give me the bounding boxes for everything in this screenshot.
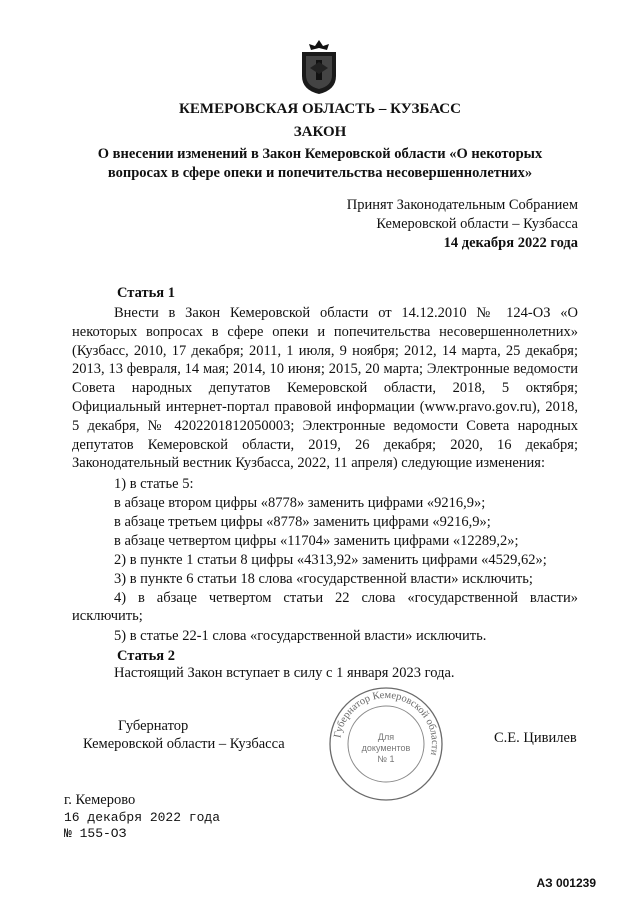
signing-date: 16 декабря 2022 года xyxy=(64,810,221,825)
svg-text:документов: документов xyxy=(361,743,411,753)
list-item: 3) в пункте 6 статьи 18 слова «государственной власти» исключить; xyxy=(114,571,533,587)
region-title: КЕМЕРОВСКАЯ ОБЛАСТЬ – КУЗБАСС xyxy=(179,101,461,117)
adoption-line: Кемеровской области – Кузбасса xyxy=(376,216,578,232)
adoption-line: Принят Законодательным Собранием xyxy=(346,197,578,213)
list-item: 2) в пункте 1 статьи 8 цифры «4313,92» заменить цифрами «4529,62»; xyxy=(114,552,547,568)
list-item: в абзаце третьем цифры «8778» заменить цифрами «9216,9»; xyxy=(114,514,491,530)
list-item: в абзаце четвертом цифры «11704» заменить цифрами «12289,2»; xyxy=(114,533,519,549)
serial-number: АЗ 001239 xyxy=(536,876,596,890)
list-item: 4) в абзаце четвертом статьи 22 слова «государственной власти» исключить; xyxy=(72,590,578,624)
law-subtitle xyxy=(70,145,570,183)
document-type: ЗАКОН xyxy=(293,124,347,140)
city: г. Кемерово xyxy=(64,792,136,808)
subtitle-line: О внесении изменений в Закон Кемеровской области «О некоторых xyxy=(97,146,543,162)
subtitle-line: вопросах в сфере опеки и попечительства несовершеннолетних» xyxy=(107,165,533,181)
list-item: 5) в статье 22-1 слова «государственной власти» исключить. xyxy=(114,628,487,644)
article-2-text: Настоящий Закон вступает в силу с 1 января 2023 года. xyxy=(114,665,455,681)
law-number: № 155-ОЗ xyxy=(64,826,127,841)
svg-text:Для: Для xyxy=(377,732,395,742)
svg-text:№ 1: № 1 xyxy=(377,754,395,764)
article-2-title: Статья 2 xyxy=(117,648,175,664)
governor-title: Губернатор xyxy=(118,718,189,734)
svg-text:Губернатор Кемеровской области: Губернатор Кемеровской области xyxy=(332,689,441,757)
article-1-title: Статья 1 xyxy=(117,285,175,301)
official-seal xyxy=(326,684,446,804)
list-item: 1) в статье 5: xyxy=(114,476,194,492)
coat-of-arms-icon xyxy=(296,38,342,96)
article-1-intro: Внести в Закон Кемеровской области от 14.12.2010 № 124-ОЗ «О некоторых вопросах в сфере опеки и попечительства несовершеннолетних» (Кузбасс, 2010, 17 декабря; 2011, 1 июля, 9 ноября; 2012, 14 марта, 25 декабря; 2013, 13 февраля, 14 мая; 2014, 10 июня; 2015, 20 марта; Электронные ведомости Совета народных депутатов Кемеровской области, 2018, 5 октября; Официальный интернет-портал правовой информации (www.pravo.gov.ru), 2018, 5 декабря, № 4202201812050003; Электронные ведомости Совета народных депутатов Кемеровской области, 2019, 26 декабря; 2020, 16 декабря; Законодательный вестник Кузбасса, 2022, 11 апреля) следующие изменения: xyxy=(72,305,578,472)
list-item: в абзаце втором цифры «8778» заменить цифрами «9216,9»; xyxy=(114,495,486,511)
signer-name: С.Е. Цивилев xyxy=(494,730,577,746)
adoption-note xyxy=(347,196,578,253)
adoption-date: 14 декабря 2022 года xyxy=(443,235,578,251)
governor-region: Кемеровской области – Кузбасса xyxy=(83,736,285,752)
